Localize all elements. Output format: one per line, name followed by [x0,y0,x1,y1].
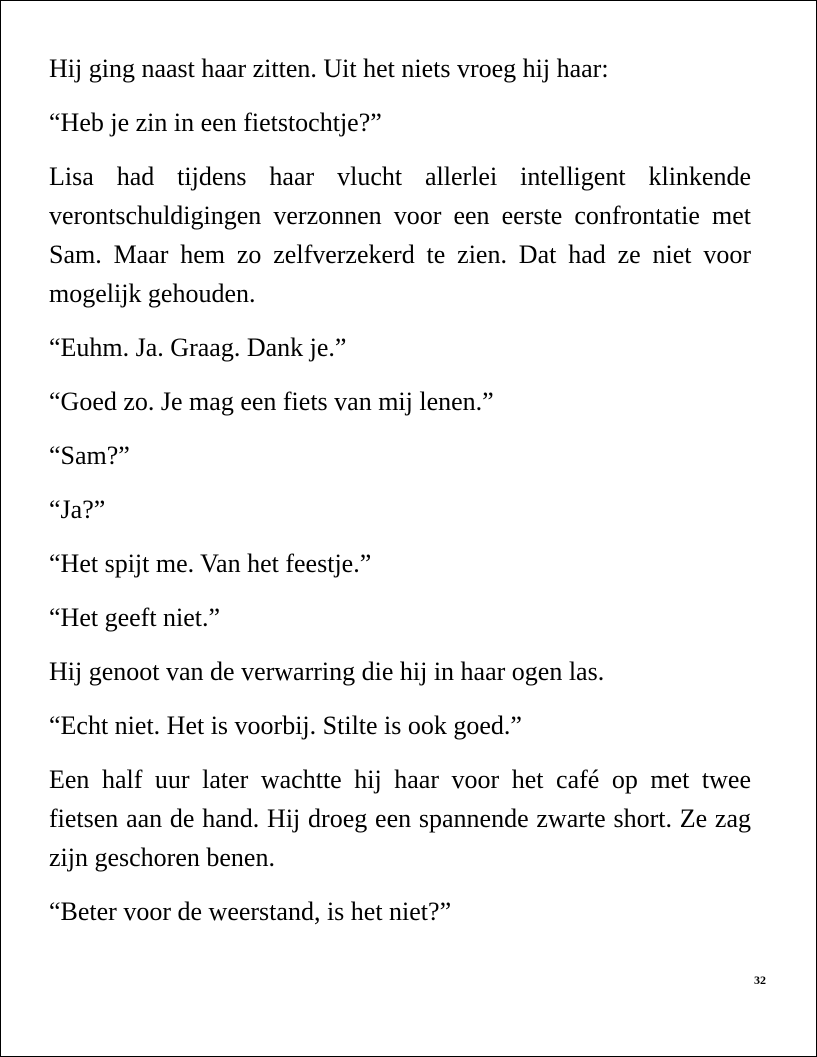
paragraph: Lisa had tijdens haar vlucht allerlei intelligent klinkende verontschuldigingen verzonnen voor een eerste confrontatie met Sam. Maar hem zo zelfverzekerd te zien. Dat had ze niet voor mogelijk gehouden. [49,162,751,308]
paragraph: “Beter voor de weerstand, is het niet?” [49,897,452,926]
paragraph: “Sam?” [49,441,130,470]
page-body [49,49,751,946]
paragraph: “Echt niet. Het is voorbij. Stilte is ook goed.” [49,711,522,740]
paragraph: Hij ging naast haar zitten. Uit het niets vroeg hij haar: [49,54,609,83]
paragraph: “Het geeft niet.” [49,603,221,632]
paragraph: Een half uur later wachtte hij haar voor het café op met twee fietsen aan de hand. Hij droeg een spannende zwarte short. Ze zag zijn geschoren benen. [49,765,751,872]
paragraph: “Ja?” [49,495,106,524]
paragraph: “Euhm. Ja. Graag. Dank je.” [49,333,347,362]
page-number: 32 [754,973,766,987]
paragraph: “Goed zo. Je mag een fiets van mij lenen.” [49,387,494,416]
paragraph: “Heb je zin in een fietstochtje?” [49,108,382,137]
paragraph: “Het spijt me. Van het feestje.” [49,549,372,578]
paragraph: Hij genoot van de verwarring die hij in haar ogen las. [49,657,605,686]
